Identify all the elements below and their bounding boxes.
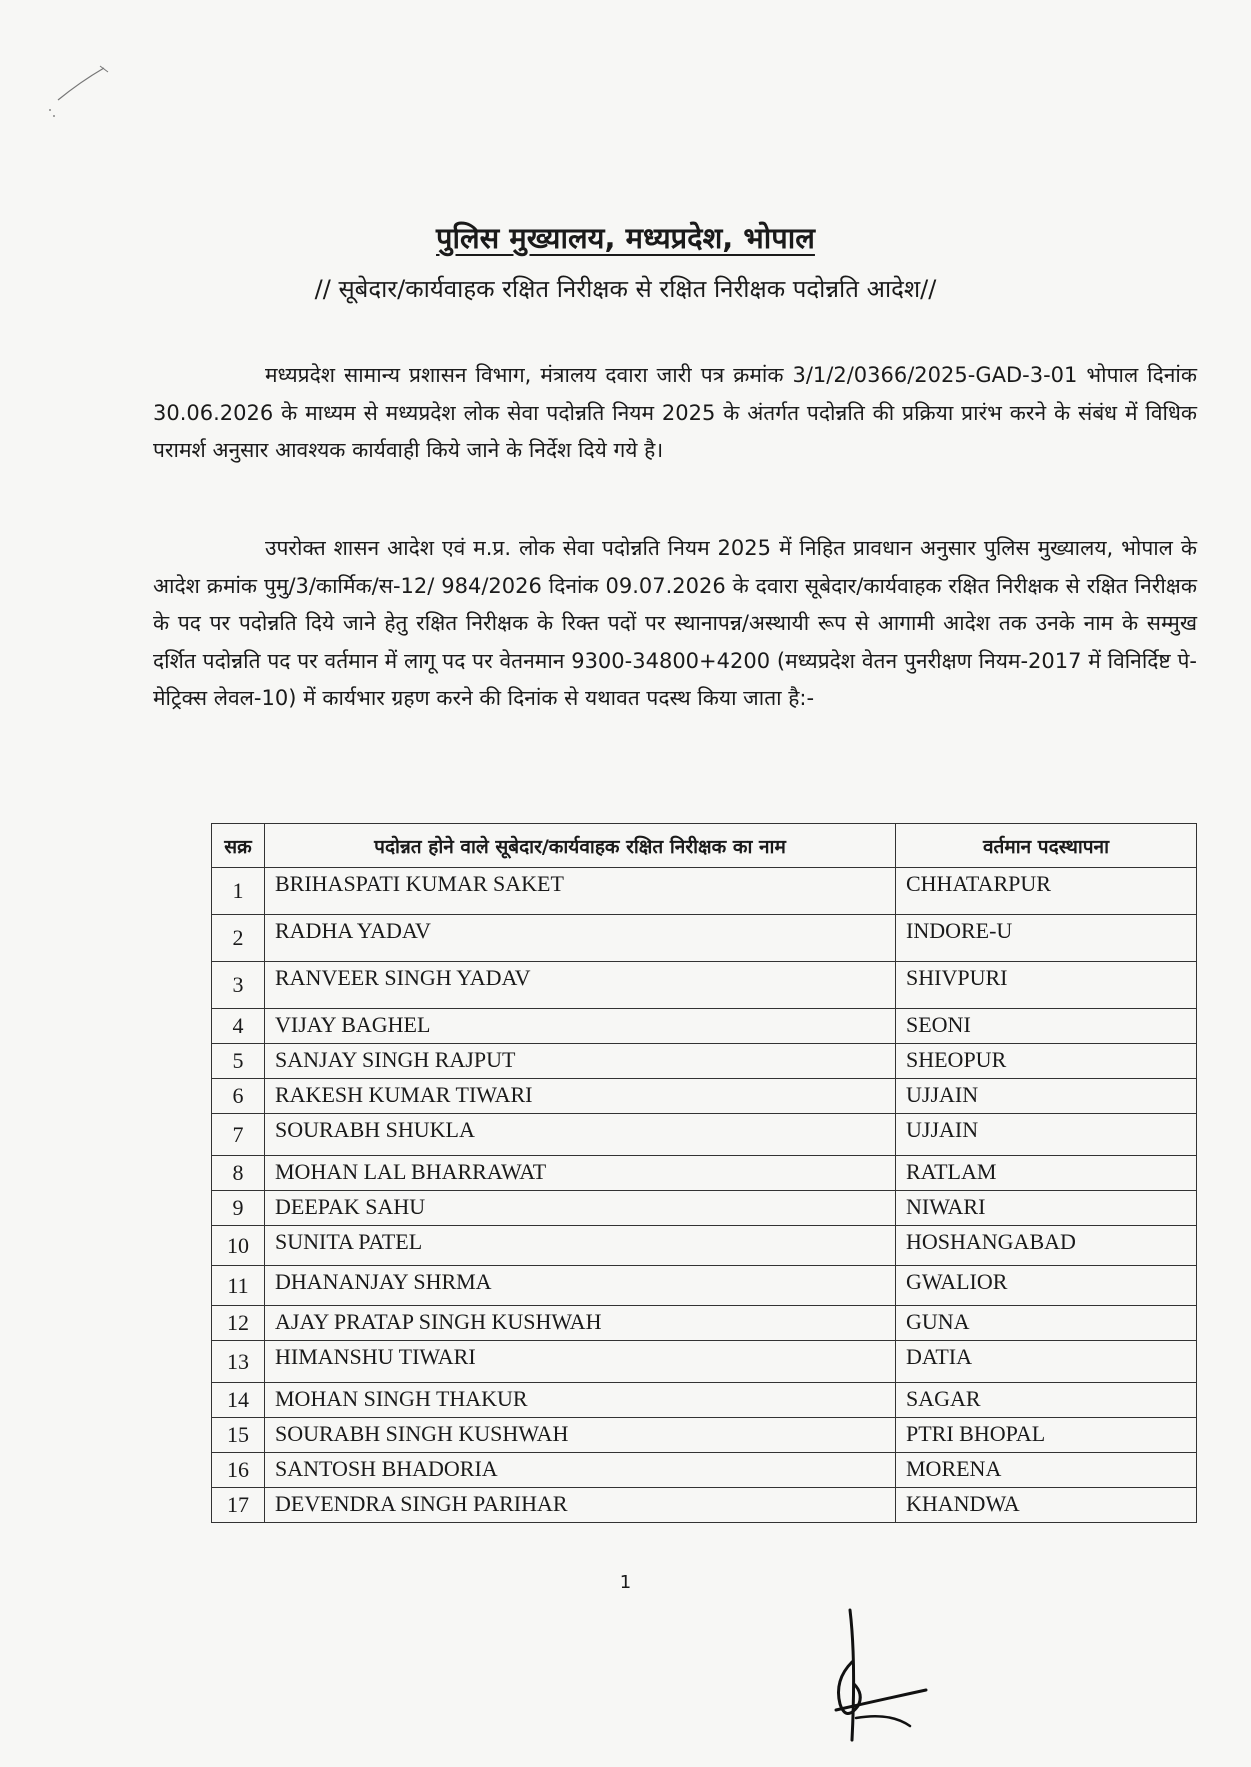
row-current-posting: UJJAIN	[896, 1079, 1197, 1114]
table-row	[212, 1453, 1197, 1488]
row-serial: 16	[212, 1453, 265, 1488]
row-officer-name: DHANANJAY SHRMA	[265, 1266, 896, 1306]
row-officer-name: HIMANSHU TIWARI	[265, 1341, 896, 1383]
row-serial: 15	[212, 1418, 265, 1453]
row-officer-name: SOURABH SHUKLA	[265, 1114, 896, 1156]
row-current-posting: SEONI	[896, 1009, 1197, 1044]
row-serial: 1	[212, 868, 265, 915]
row-serial: 13	[212, 1341, 265, 1383]
scratch-mark	[40, 60, 120, 130]
row-serial: 5	[212, 1044, 265, 1079]
row-officer-name: SOURABH SINGH KUSHWAH	[265, 1418, 896, 1453]
header-name: पदोन्नत होने वाले सूबेदार/कार्यवाहक रक्षित निरीक्षक का नाम	[265, 824, 896, 868]
row-officer-name: SUNITA PATEL	[265, 1226, 896, 1266]
row-serial: 7	[212, 1114, 265, 1156]
row-officer-name: RADHA YADAV	[265, 915, 896, 962]
table-row	[212, 1306, 1197, 1341]
row-current-posting: INDORE-U	[896, 915, 1197, 962]
table-row	[212, 915, 1197, 962]
table-row	[212, 962, 1197, 1009]
paragraph-1: मध्यप्रदेश सामान्य प्रशासन विभाग, मंत्रालय दवारा जारी पत्र क्रमांक 3/1/2/0366/2025-GAD-3-01 भोपाल दिनांक 30.06.2026 के माध्यम से मध्यप्रदेश लोक सेवा पदोन्नति नियम 2025 के अंतर्गत पदोन्नति की प्रक्रिया प्रारंभ करने के संबंध में विधिक परामर्श अनुसार आवश्यक कार्यवाही किये जाने के निर्देश दिये गये है।	[153, 363, 1197, 462]
row-current-posting: SAGAR	[896, 1383, 1197, 1418]
table-header-row	[212, 824, 1197, 868]
row-officer-name: BRIHASPATI KUMAR SAKET	[265, 868, 896, 915]
row-current-posting: UJJAIN	[896, 1114, 1197, 1156]
row-current-posting: CHHATARPUR	[896, 868, 1197, 915]
row-current-posting: GUNA	[896, 1306, 1197, 1341]
signature-mark	[830, 1600, 940, 1750]
table-row	[212, 1191, 1197, 1226]
paragraph-2: उपरोक्त शासन आदेश एवं म.प्र. लोक सेवा पदोन्नति नियम 2025 में निहित प्रावधान अनुसार पुलिस मुख्यालय, भोपाल के आदेश क्रमांक पुमु/3/कार्मिक/स-12/ 984/2026 दिनांक 09.07.2026 के दवारा सूबेदार/कार्यवाहक रक्षित निरीक्षक से रक्षित निरीक्षक के पद पर पदोन्नति दिये जाने हेतु रक्षित निरीक्षक के रिक्त पदों पर स्थानापन्न/अस्थायी रूप से आगामी आदेश तक उनके नाम के सम्मुख दर्शित पदोन्नति पद पर वर्तमान में लागू पद पर वेतनमान 9300-34800+4200 (मध्यप्रदेश वेतन पुनरीक्षण नियम-2017 में विनिर्दिष्ट पे-मेट्रिक्स लेवल-10) में कार्यभार ग्रहण करने की दिनांक से यथावत पदस्थ किया जाता है:-	[153, 536, 1197, 710]
order-subtitle: // सूबेदार/कार्यवाहक रक्षित निरीक्षक से रक्षित निरीक्षक पदोन्नति आदेश//	[314, 275, 937, 303]
row-serial: 9	[212, 1191, 265, 1226]
table-row	[212, 868, 1197, 915]
table-row	[212, 1383, 1197, 1418]
table-row	[212, 1044, 1197, 1079]
row-current-posting: SHIVPURI	[896, 962, 1197, 1009]
row-current-posting: NIWARI	[896, 1191, 1197, 1226]
row-officer-name: RANVEER SINGH YADAV	[265, 962, 896, 1009]
row-serial: 11	[212, 1266, 265, 1306]
row-serial: 12	[212, 1306, 265, 1341]
row-officer-name: SANTOSH BHADORIA	[265, 1453, 896, 1488]
row-serial: 4	[212, 1009, 265, 1044]
row-officer-name: RAKESH KUMAR TIWARI	[265, 1079, 896, 1114]
table-row	[212, 1341, 1197, 1383]
row-officer-name: MOHAN SINGH THAKUR	[265, 1383, 896, 1418]
row-officer-name: MOHAN LAL BHARRAWAT	[265, 1156, 896, 1191]
row-serial: 3	[212, 962, 265, 1009]
row-current-posting: HOSHANGABAD	[896, 1226, 1197, 1266]
row-officer-name: VIJAY BAGHEL	[265, 1009, 896, 1044]
table-row	[212, 1009, 1197, 1044]
promotion-table	[211, 823, 1197, 1523]
row-officer-name: AJAY PRATAP SINGH KUSHWAH	[265, 1306, 896, 1341]
table-row	[212, 1114, 1197, 1156]
header-serial: सक्र	[212, 824, 265, 868]
row-officer-name: DEEPAK SAHU	[265, 1191, 896, 1226]
row-current-posting: GWALIOR	[896, 1266, 1197, 1306]
row-current-posting: KHANDWA	[896, 1488, 1197, 1523]
row-officer-name: SANJAY SINGH RAJPUT	[265, 1044, 896, 1079]
row-officer-name: DEVENDRA SINGH PARIHAR	[265, 1488, 896, 1523]
row-serial: 14	[212, 1383, 265, 1418]
row-serial: 10	[212, 1226, 265, 1266]
row-serial: 17	[212, 1488, 265, 1523]
row-current-posting: RATLAM	[896, 1156, 1197, 1191]
table-row	[212, 1418, 1197, 1453]
header-posting: वर्तमान पदस्थापना	[896, 824, 1197, 868]
table-row	[212, 1488, 1197, 1523]
row-current-posting: SHEOPUR	[896, 1044, 1197, 1079]
row-current-posting: PTRI BHOPAL	[896, 1418, 1197, 1453]
row-current-posting: DATIA	[896, 1341, 1197, 1383]
row-serial: 6	[212, 1079, 265, 1114]
office-title: पुलिस मुख्यालय, मध्यप्रदेश, भोपाल	[436, 221, 815, 255]
table-row	[212, 1156, 1197, 1191]
row-serial: 2	[212, 915, 265, 962]
row-current-posting: MORENA	[896, 1453, 1197, 1488]
row-serial: 8	[212, 1156, 265, 1191]
table-row	[212, 1266, 1197, 1306]
table-row	[212, 1226, 1197, 1266]
table-row	[212, 1079, 1197, 1114]
page-number: 1	[619, 1572, 632, 1593]
